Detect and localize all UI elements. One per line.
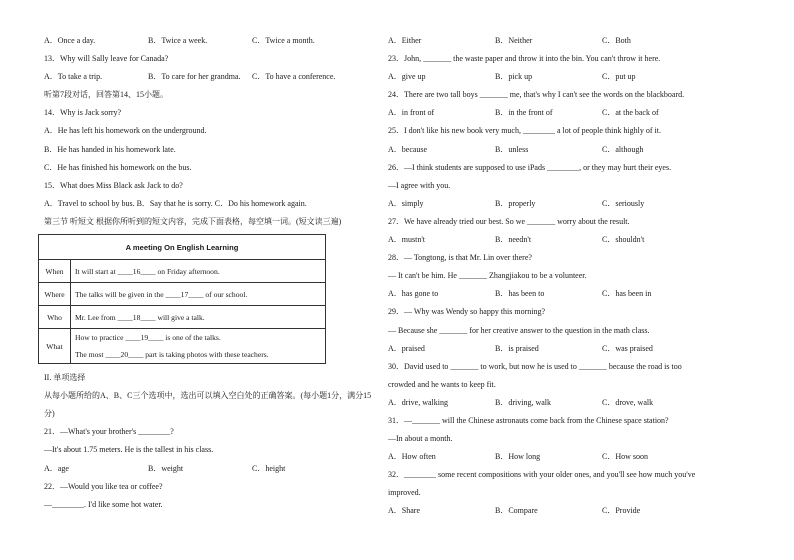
- question-32-line2: improved.: [388, 488, 421, 498]
- option-a: A．Either: [388, 36, 422, 45]
- listening-table: [38, 234, 326, 364]
- option-c: C．drove, walk: [602, 397, 654, 407]
- options-row-22: [388, 32, 768, 50]
- question-21-line2: —It's about 1.75 meters. He is the tallest in his class.: [44, 445, 214, 455]
- left-column: [44, 32, 374, 514]
- question-29: 29．— Why was Wendy so happy this morning?: [388, 307, 546, 317]
- table-row: [39, 329, 326, 364]
- row-text: [71, 329, 326, 364]
- question-30-line2: crowded and he wants to keep fit.: [388, 379, 496, 389]
- options-row-30: [388, 394, 768, 412]
- option-c: C．He has finished his homework on the bus.: [44, 162, 192, 172]
- option-b: B．Neither: [495, 36, 533, 45]
- row-line-1: How to practice ____19____ is one of the talks.: [75, 333, 221, 343]
- question-28-line2: — It can't be him. He _______ Zhangjiakou to be a volunteer.: [388, 271, 587, 281]
- option-c: C．seriously: [602, 198, 645, 208]
- option-c: C．although: [602, 144, 644, 154]
- option-a: A．To take a trip.: [44, 72, 103, 82]
- options-row-27: [388, 231, 768, 249]
- section-7-instruction: 听第7段对话，回答第14、15小题。: [44, 90, 168, 100]
- option-b: B．in the front of: [495, 108, 553, 118]
- option-a: A．praised: [388, 343, 425, 353]
- option-b: B．How long: [495, 452, 541, 462]
- question-22-line2: —________. I'd like some hot water.: [44, 499, 163, 509]
- question-22: 22．—Would you like tea or coffee?: [44, 481, 163, 491]
- option-a: A．simply: [388, 198, 424, 208]
- option-a: A．has gone to: [388, 289, 439, 299]
- row-text: It will start at ____16____ on Friday afternoon.: [71, 260, 326, 283]
- right-column: [388, 32, 768, 521]
- options-row-15: A．Travel to school by bus. B．Say that he is sorry. C．Do his homework again.: [44, 198, 307, 208]
- option-c: C．height: [252, 463, 286, 473]
- option-b: B．He has handed in his homework late.: [44, 144, 176, 154]
- question-14: 14．Why is Jack sorry?: [44, 108, 122, 118]
- option-b: B．Twice a week.: [148, 36, 208, 45]
- question-21: 21．—What's your brother's ________?: [44, 427, 174, 437]
- question-13: 13．Why will Sally leave for Canada?: [44, 54, 169, 64]
- row-text: Mr. Lee from ____18____ will give a talk.: [71, 306, 326, 329]
- question-23: 23．John, _______ the waste paper and throw it into the bin. You can't throw it here.: [388, 54, 661, 64]
- option-a: A．because: [388, 144, 428, 154]
- option-a: A．Share: [388, 506, 420, 516]
- row-text: The talks will be given in the ____17____ of our school.: [71, 283, 326, 306]
- option-c: C．put up: [602, 72, 636, 82]
- question-30: 30．David used to _______ to work, but now he is used to _______ because the road is too: [388, 361, 682, 371]
- option-c: C．has been in: [602, 289, 652, 299]
- table-row: [39, 283, 326, 306]
- option-b: B．is praised: [495, 343, 539, 353]
- options-row-32: [388, 502, 768, 520]
- question-27: 27．We have already tried our best. So we _______ worry about the result.: [388, 216, 630, 226]
- options-row: [44, 32, 374, 50]
- option-a: A．mustn't: [388, 235, 425, 245]
- section-3-heading: 第三节 听短文 根据你所听到的短文内容，完成下面表格，每空填一词。(短文读三遍): [44, 216, 342, 226]
- question-29-line2: — Because she _______ for her creative answer to the question in the math class.: [388, 325, 650, 335]
- option-a: A．Once a day.: [44, 36, 96, 45]
- option-c: C．Twice a month.: [252, 36, 315, 45]
- table-row: [39, 260, 326, 283]
- question-28: 28．— Tongtong, is that Mr. Lin over there?: [388, 253, 532, 263]
- option-a: A．in front of: [388, 108, 435, 118]
- option-c: C．Provide: [602, 506, 641, 516]
- option-c: C．at the back of: [602, 108, 659, 118]
- question-24: 24．There are two tall boys _______ me, that's why I can't see the words on the blackboard.: [388, 90, 685, 100]
- question-26: 26．—I think students are supposed to use iPads ________, or they may hurt their eyes.: [388, 162, 672, 172]
- row-line-2: The most ____20____ part is taking photos with these teachers.: [75, 350, 269, 360]
- options-row-13: [44, 68, 374, 86]
- question-25: 25．I don't like his new book very much, ________ a lot of people think highly of it.: [388, 126, 661, 136]
- question-26-line2: —I agree with you.: [388, 180, 451, 190]
- option-a: A．drive, walking: [388, 397, 448, 407]
- option-c: C．How soon: [602, 452, 649, 462]
- option-b: B．weight: [148, 463, 184, 473]
- row-head: Who: [39, 306, 71, 329]
- options-row-28: [388, 285, 768, 303]
- options-row-26: [388, 195, 768, 213]
- option-c: C．Both: [602, 36, 631, 45]
- row-head: Where: [39, 283, 71, 306]
- question-32: 32．________ some recent compositions with your older ones, and you'll see how much you've: [388, 470, 696, 480]
- option-b: B．driving, walk: [495, 397, 551, 407]
- options-row-23: [388, 68, 768, 86]
- option-c: C．shouldn't: [602, 235, 645, 245]
- options-row-31: [388, 448, 768, 466]
- option-b: B．pick up: [495, 72, 533, 82]
- option-b: B．needn't: [495, 235, 532, 245]
- option-a: A．give up: [388, 72, 426, 82]
- options-row-24: [388, 104, 768, 122]
- option-b: B．Compare: [495, 506, 538, 516]
- option-b: B．has been to: [495, 289, 545, 299]
- section-2-instruction: 从每小题所给的A、B、C三个选项中，选出可以填入空白处的正确答案。(每小题1分，满分15: [44, 391, 372, 401]
- option-c: C．To have a conference.: [252, 72, 336, 82]
- options-row-21: [44, 460, 374, 478]
- option-b: B．To care for her grandma.: [148, 72, 241, 82]
- option-c: C．was praised: [602, 343, 653, 353]
- option-b: B．unless: [495, 144, 529, 154]
- option-a: A．He has left his homework on the underground.: [44, 126, 207, 136]
- section-2-instruction-cont: 分): [44, 409, 55, 419]
- question-15: 15．What does Miss Black ask Jack to do?: [44, 180, 183, 190]
- option-a: A．age: [44, 463, 69, 473]
- table-row: [39, 306, 326, 329]
- options-row-25: [388, 141, 768, 159]
- options-row-29: [388, 340, 768, 358]
- section-2-heading: II. 单项选择: [44, 373, 86, 383]
- row-head: When: [39, 260, 71, 283]
- option-a: A．How often: [388, 452, 436, 462]
- row-head: What: [39, 329, 71, 364]
- question-31-line2: —In about a month.: [388, 434, 453, 444]
- table-title: A meeting On English Learning: [39, 235, 326, 260]
- option-b: B．properly: [495, 198, 536, 208]
- question-31: 31．—_______ will the Chinese astronauts come back from the Chinese space station?: [388, 415, 669, 425]
